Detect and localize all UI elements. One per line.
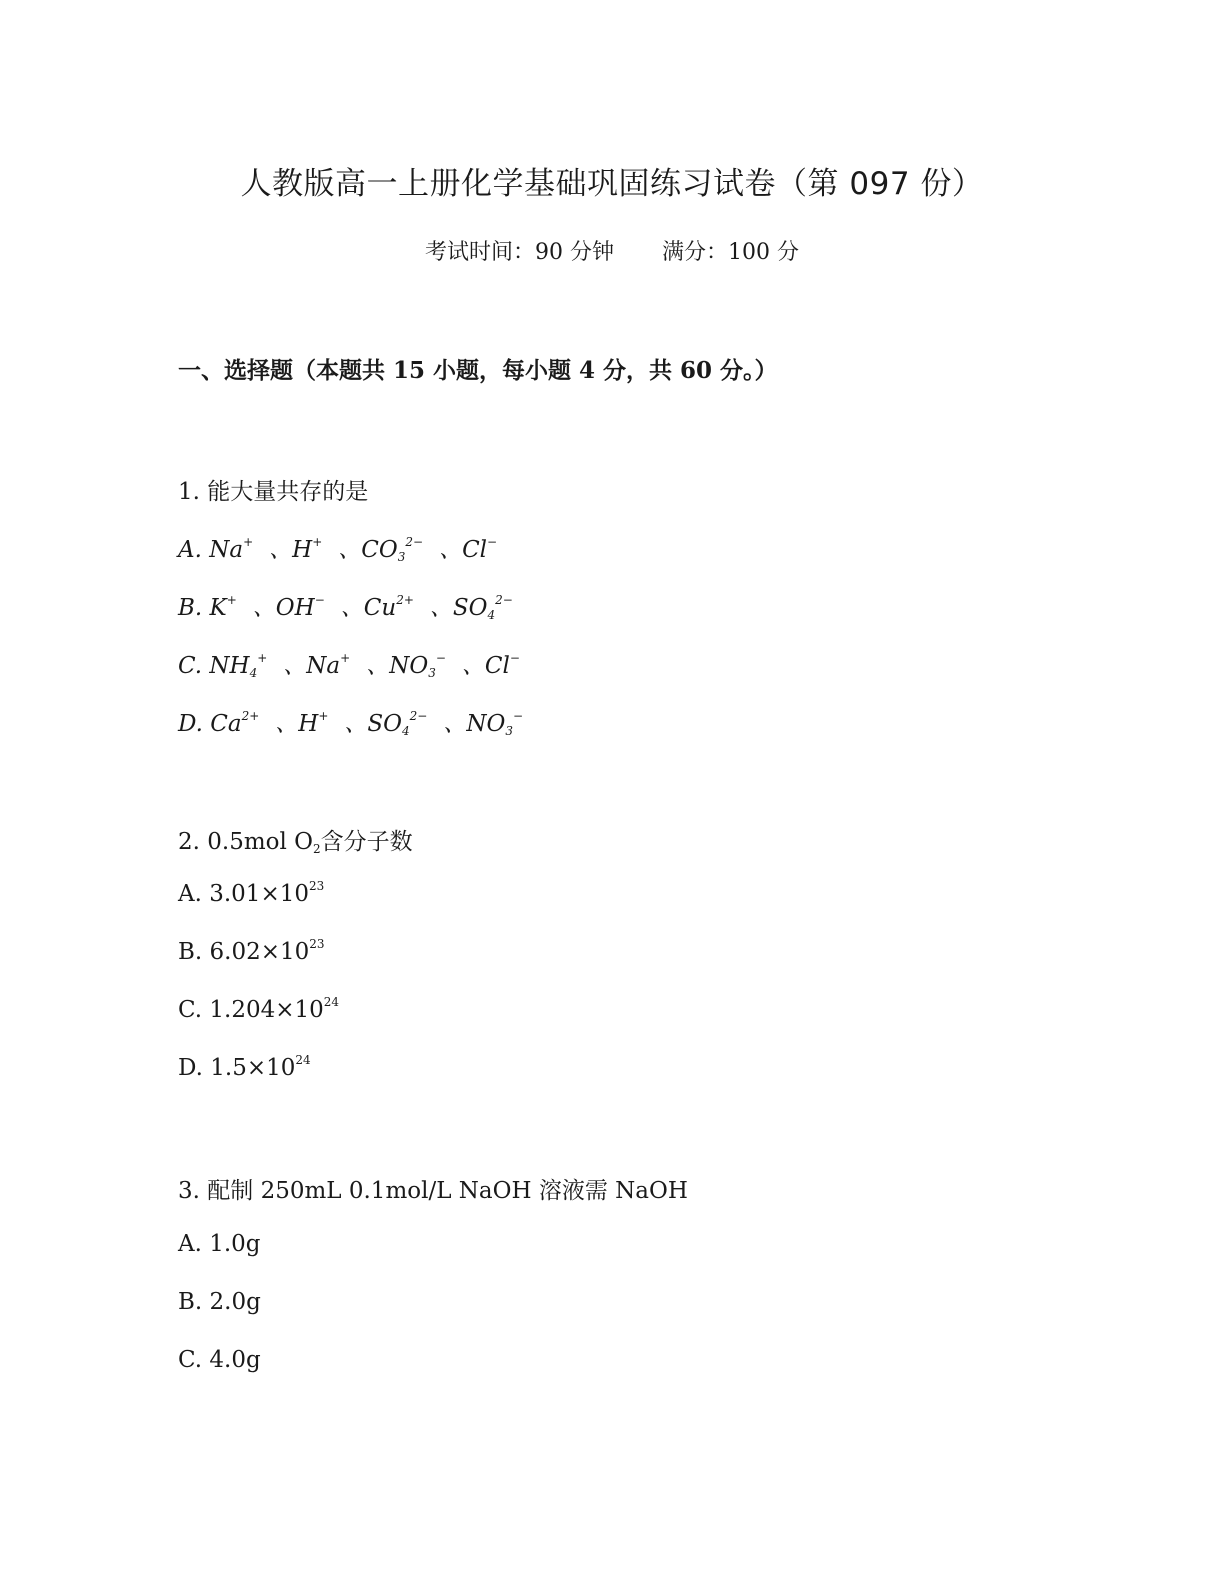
charge: − (512, 709, 524, 723)
separator: 、 (429, 595, 453, 621)
option-label: A. (178, 1231, 202, 1257)
question-2-stem (178, 823, 413, 856)
option-value: 6.02×10 (209, 939, 310, 965)
separator: 、 (366, 653, 390, 679)
question-3-option-c (178, 1347, 261, 1373)
subscript: 3 (428, 666, 436, 680)
exam-info (0, 235, 1224, 266)
question-3-stem: 3. 配制 250mL 0.1mol/L NaOH 溶液需 NaOH (178, 1178, 688, 1204)
subscript: 4 (487, 608, 496, 622)
ion: Cu (363, 595, 397, 621)
question-1-option-d (178, 705, 523, 738)
ion: SO (452, 595, 488, 621)
separator: 、 (461, 653, 485, 679)
exponent: 23 (309, 937, 325, 951)
exam-score: 满分：100 分 (662, 240, 799, 265)
ion: Cl (484, 653, 510, 679)
charge: 2− (495, 593, 513, 607)
option-label: A. (178, 537, 202, 563)
option-value: 3.01×10 (209, 881, 309, 907)
subscript: 3 (505, 724, 513, 738)
charge: 2+ (396, 593, 414, 607)
separator: 、 (340, 595, 364, 621)
charge: − (314, 593, 325, 607)
option-label: C. (178, 653, 203, 679)
subscript: 4 (249, 666, 258, 680)
exam-time: 考试时间：90 分钟 (425, 240, 614, 265)
charge: 2+ (241, 709, 260, 723)
question-2-option-d (178, 1055, 311, 1081)
separator: 、 (275, 711, 299, 737)
separator: 、 (338, 537, 362, 563)
separator: 、 (283, 653, 307, 679)
question-2-option-b (178, 939, 325, 965)
charge: − (435, 651, 446, 665)
option-value: 1.0g (209, 1231, 261, 1257)
ion: Ca (210, 711, 242, 737)
option-label: B. (178, 595, 203, 621)
separator: 、 (252, 595, 276, 621)
separator: 、 (269, 537, 293, 563)
question-2-option-a (178, 881, 324, 907)
question-1-option-c (178, 647, 520, 680)
charge: + (340, 651, 351, 665)
charge: 2− (409, 709, 428, 723)
question-text: 0.5mol O (207, 829, 314, 855)
separator: 、 (443, 711, 467, 737)
option-value: 4.0g (209, 1347, 261, 1373)
charge: + (318, 709, 329, 723)
question-1-option-b (178, 589, 513, 622)
ion: H (298, 711, 319, 737)
option-value: 1.204×10 (209, 997, 324, 1023)
question-1-stem: 1. 能大量共存的是 (178, 479, 369, 505)
ion: OH (275, 595, 315, 621)
ion: CO (361, 537, 398, 563)
ion: Cl (462, 537, 488, 563)
charge: − (509, 651, 520, 665)
exponent: 23 (308, 879, 325, 893)
option-label: B. (178, 1289, 203, 1315)
page-title: 人教版高一上册化学基础巩固练习试卷（第 097 份） (240, 166, 984, 202)
question-text: 含分子数 (320, 829, 413, 855)
option-label: D. (178, 711, 203, 737)
ion: Na (306, 653, 341, 679)
question-3-option-b (178, 1289, 261, 1315)
charge: − (487, 535, 498, 549)
ion: NO (389, 653, 429, 679)
separator: 、 (344, 711, 368, 737)
charge: + (257, 651, 268, 665)
option-label: B. (178, 939, 203, 965)
charge: + (243, 535, 254, 549)
ion: NO (466, 711, 506, 737)
charge: + (226, 593, 237, 607)
exponent: 24 (295, 1053, 311, 1067)
question-2-option-c (178, 997, 339, 1023)
option-label: D. (178, 1055, 203, 1081)
option-value: 1.5×10 (210, 1055, 296, 1081)
section-heading: 一、选择题（本题共 15 小题，每小题 4 分，共 60 分。） (178, 357, 778, 384)
ion: NH (209, 653, 250, 679)
option-label: A. (178, 881, 202, 907)
ion: SO (367, 711, 403, 737)
ion: Na (209, 537, 244, 563)
question-1-option-a (178, 531, 497, 564)
option-label: C. (178, 997, 203, 1023)
exponent: 24 (323, 995, 340, 1009)
ion: H (292, 537, 313, 563)
option-value: 2.0g (209, 1289, 261, 1315)
charge: + (312, 535, 323, 549)
question-3-option-a (178, 1231, 261, 1257)
charge: 2− (405, 535, 424, 549)
ion: K (209, 595, 227, 621)
separator: 、 (439, 537, 463, 563)
question-number: 2. (178, 829, 200, 855)
subscript: 4 (402, 724, 410, 738)
subscript: 3 (397, 550, 406, 564)
option-label: C. (178, 1347, 203, 1373)
subscript: 2 (313, 842, 321, 856)
